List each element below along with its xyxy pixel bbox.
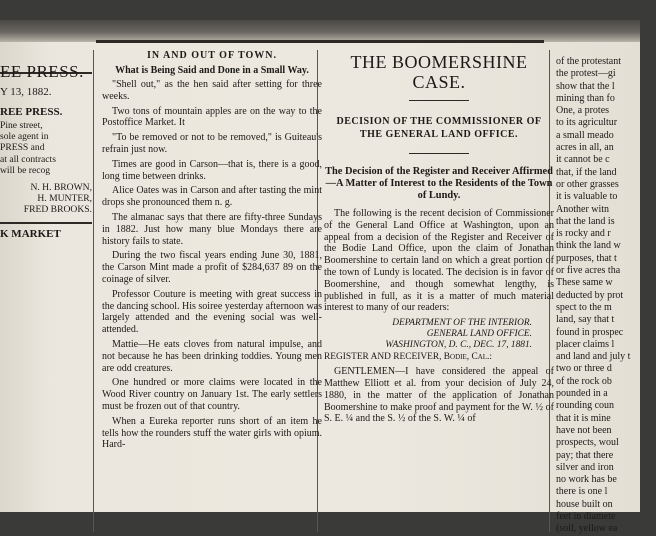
article-deck: DECISION OF THE COMMISSIONER OF THE GENERAL LAND OFFICE. xyxy=(336,116,542,140)
text-line: of the rock ob xyxy=(556,375,612,387)
news-paragraph: Mattie—He eats cloves from natural impulse, and not because he has been drinking toddies. Young men are odd creatures. xyxy=(102,338,322,374)
news-paragraph: "To be removed or not to be removed," is Guiteau's refrain just now. xyxy=(102,132,322,155)
masthead-date: Y 13, 1882. xyxy=(0,86,52,98)
text-line: or other grasses xyxy=(556,178,619,190)
article-body: The following is the recent decision of Commissioner of the General Land Office at Washington, upon an appeal from a decision of the Register and Receiver of the Bodie Land Office, upon the claim of Jonathan Boomershine to certain land on which a great portion of the town of Lundy is located. The decision is in favor of Boomershine, and though somewhat lengthy, is published in full, as it is a matter of much material interest to many of our readers: xyxy=(324,208,554,314)
text-line: land, say that t xyxy=(556,314,615,326)
notice-line: at all contracts xyxy=(0,153,56,165)
dateline: WASHINGTON, D. C., DEC. 17, 1881. xyxy=(385,340,532,351)
page-edge-shadow xyxy=(0,20,640,42)
text-line: acres in all, an xyxy=(556,142,614,154)
news-paragraph: Alice Oates was in Carson and after tasting the mint drops she pronounced them n. g. xyxy=(102,185,322,209)
text-line: think the land w xyxy=(556,240,621,252)
masthead-subhead: REE PRESS. xyxy=(0,106,63,118)
department-line: DEPARTMENT OF THE INTERIOR. xyxy=(392,318,532,329)
text-line: prospects, woul xyxy=(556,437,619,449)
letter-address: REGISTER AND RECEIVER, Bodie, Cal.: xyxy=(324,352,492,363)
office-line: GENERAL LAND OFFICE. xyxy=(426,329,532,340)
text-line: show that the l xyxy=(556,80,615,92)
text-line: Another witn xyxy=(556,203,610,215)
text-line: spect to the m xyxy=(556,301,612,313)
signature-line: N. H. BROWN, xyxy=(30,182,92,194)
column-masthead xyxy=(0,42,92,240)
news-paragraph: Times are good in Carson—that is, there is a good, long time between drinks. xyxy=(102,158,322,182)
notice-line: will be recog xyxy=(0,164,51,176)
text-line: of the protestant xyxy=(556,56,621,67)
letter-heading xyxy=(324,318,554,351)
text-line: there is one l xyxy=(556,486,608,498)
continued-text xyxy=(556,56,656,536)
text-line: and land and july t xyxy=(556,351,631,363)
column-boomershine-case xyxy=(318,42,558,425)
news-paragraph: One hundred or more claims were located in the Wood River country on January 1st. The early settlers must be frozen out of that country. xyxy=(102,377,322,412)
deck-rule xyxy=(409,153,469,154)
text-line: silver and iron xyxy=(556,461,614,473)
news-paragraph: Professor Couture is meeting with great success in the dancing school. His soiree yesterday afternoon was largely attended and the evening social was well-attended. xyxy=(102,288,322,336)
text-line: to its agricultur xyxy=(556,117,618,129)
text-line: purposes, that t xyxy=(556,252,617,264)
text-line: no work has be xyxy=(556,474,617,486)
text-line: (soil, yellow ea xyxy=(556,523,618,535)
text-line: have not been xyxy=(556,424,612,436)
text-line: placer claims l xyxy=(556,338,615,350)
news-paragraph: Two tons of mountain apples are on the way to the Postoffice Market. It xyxy=(102,105,322,129)
text-line: house built on xyxy=(556,498,613,510)
text-line: it is valuable to xyxy=(556,191,618,203)
news-paragraph: During the two fiscal years ending June 30, 1881, the Carson Mint made a profit of $284,637 89 on the coinage of silver. xyxy=(102,250,322,285)
text-line: that it is mine xyxy=(556,412,611,424)
section-rule xyxy=(0,222,92,224)
text-line: One, a protes xyxy=(556,105,610,117)
text-line: mining than fo xyxy=(556,92,615,104)
text-line: rounding coun xyxy=(556,400,615,412)
text-line: feet in diamete xyxy=(556,510,616,522)
text-line: the protest—gi xyxy=(556,68,616,80)
text-line: deducted by prot xyxy=(556,289,624,301)
text-line: pounded in a xyxy=(556,388,608,400)
text-line: is rocky and r xyxy=(556,228,611,240)
newspaper-page xyxy=(0,20,640,535)
section-subheading: What is Being Said and Done in a Small Way. xyxy=(115,65,309,76)
text-line: two or three d xyxy=(556,363,612,375)
article-subdeck: The Decision of the Register and Receiver Affirmed—A Matter of Interest to the Residents of the Town of Lundy. xyxy=(325,166,553,201)
section-heading: IN AND OUT OF TOWN. xyxy=(146,50,278,61)
notice-line: PRESS and xyxy=(0,142,45,154)
text-line: These same w xyxy=(556,277,613,289)
signature-line: FRED BROOKS. xyxy=(23,204,92,216)
news-paragraph: The almanac says that there are fifty-three Sundays in 1882. Just how many blue Mondays there are history fails to state. xyxy=(102,211,322,247)
notice-line: Pine street, xyxy=(0,120,43,131)
masthead-title: EE PRESS. xyxy=(0,62,84,81)
text-line: that, if the land xyxy=(556,166,617,178)
news-paragraph: "Shell out," as the hen said after setting for three weeks. xyxy=(102,79,322,102)
column-continued xyxy=(552,42,656,536)
text-line: found in prospec xyxy=(556,326,624,338)
article-title: THE BOOMERSHINE CASE. xyxy=(350,52,528,92)
notice-line: sole agent in xyxy=(0,131,49,143)
signature-line: H. MUNTER, xyxy=(37,193,92,205)
text-line: that the land is xyxy=(556,215,615,227)
news-paragraph: When a Eureka reporter runs short of an item he tells how the rounders stuff the water girls with opium. Hard- xyxy=(102,415,322,451)
text-line: or five acres tha xyxy=(556,265,621,277)
column-town-news xyxy=(96,42,326,451)
text-line: pay; that there xyxy=(556,449,614,461)
text-line: a small meado xyxy=(556,129,614,141)
text-line: it cannot be c xyxy=(556,154,610,166)
column-rule-1 xyxy=(93,50,94,532)
section-heading: K MARKET xyxy=(0,227,61,240)
letter-body: GENTLEMEN—I have considered the appeal of Matthew Elliott et al. from your decision of July 24, 1880, in the matter of the application of Jonathan Boomershine to make proof and payment for the W. ½ of S. E. ¼ and the S. ½ of the S. W. ¼ of xyxy=(324,366,554,425)
title-rule xyxy=(409,100,469,101)
